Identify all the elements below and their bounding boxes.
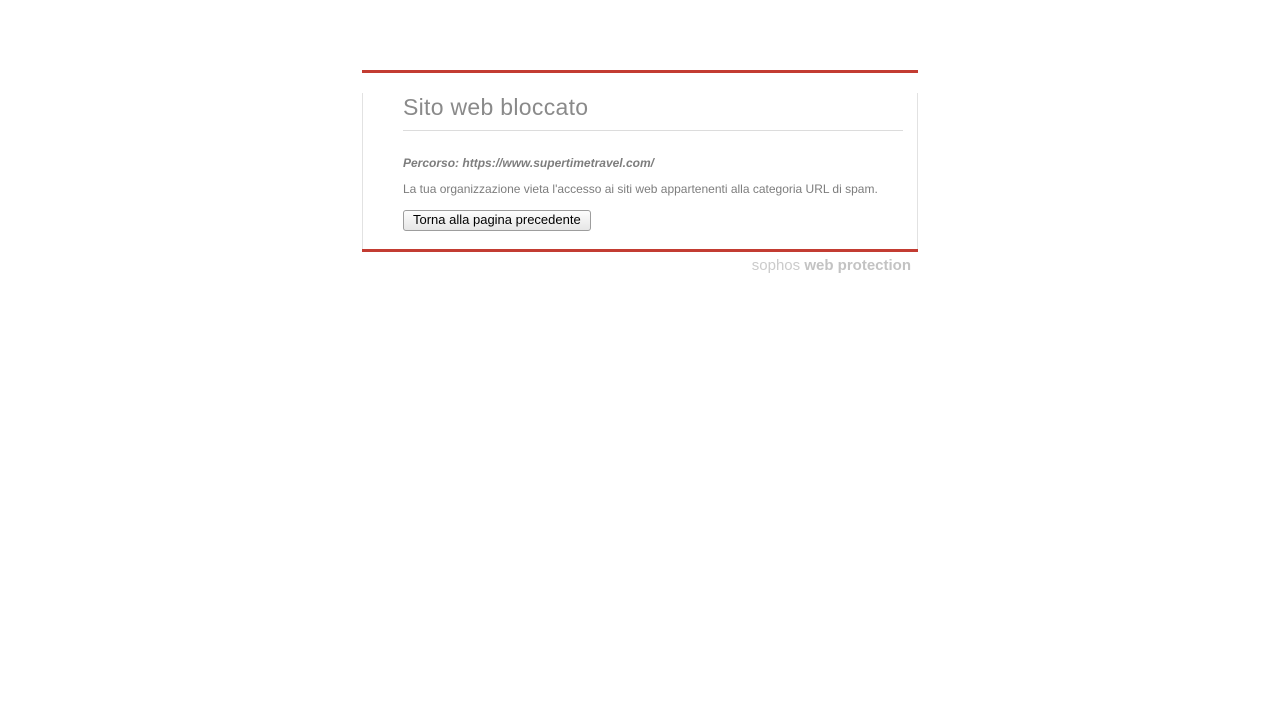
block-reason-text: La tua organizzazione vieta l'accesso ai siti web appartenenti alla categoria URL di spam. <box>403 182 878 196</box>
page-title: Sito web bloccato <box>403 94 589 120</box>
blocked-path-line <box>403 156 903 170</box>
blocked-url: https://www.supertimetravel.com/ <box>462 156 654 170</box>
block-card-body <box>362 93 918 249</box>
back-to-previous-page-button[interactable]: Torna alla pagina precedente <box>403 210 591 231</box>
sophos-logo-text: sophos <box>751 257 801 274</box>
block-page-card <box>362 70 918 252</box>
accent-line-bottom <box>362 249 918 252</box>
accent-line-top <box>362 70 918 73</box>
title-divider <box>403 130 903 131</box>
brand-footer <box>362 257 911 274</box>
path-label: Percorso: <box>403 156 460 170</box>
web-protection-label: web protection <box>804 257 911 274</box>
